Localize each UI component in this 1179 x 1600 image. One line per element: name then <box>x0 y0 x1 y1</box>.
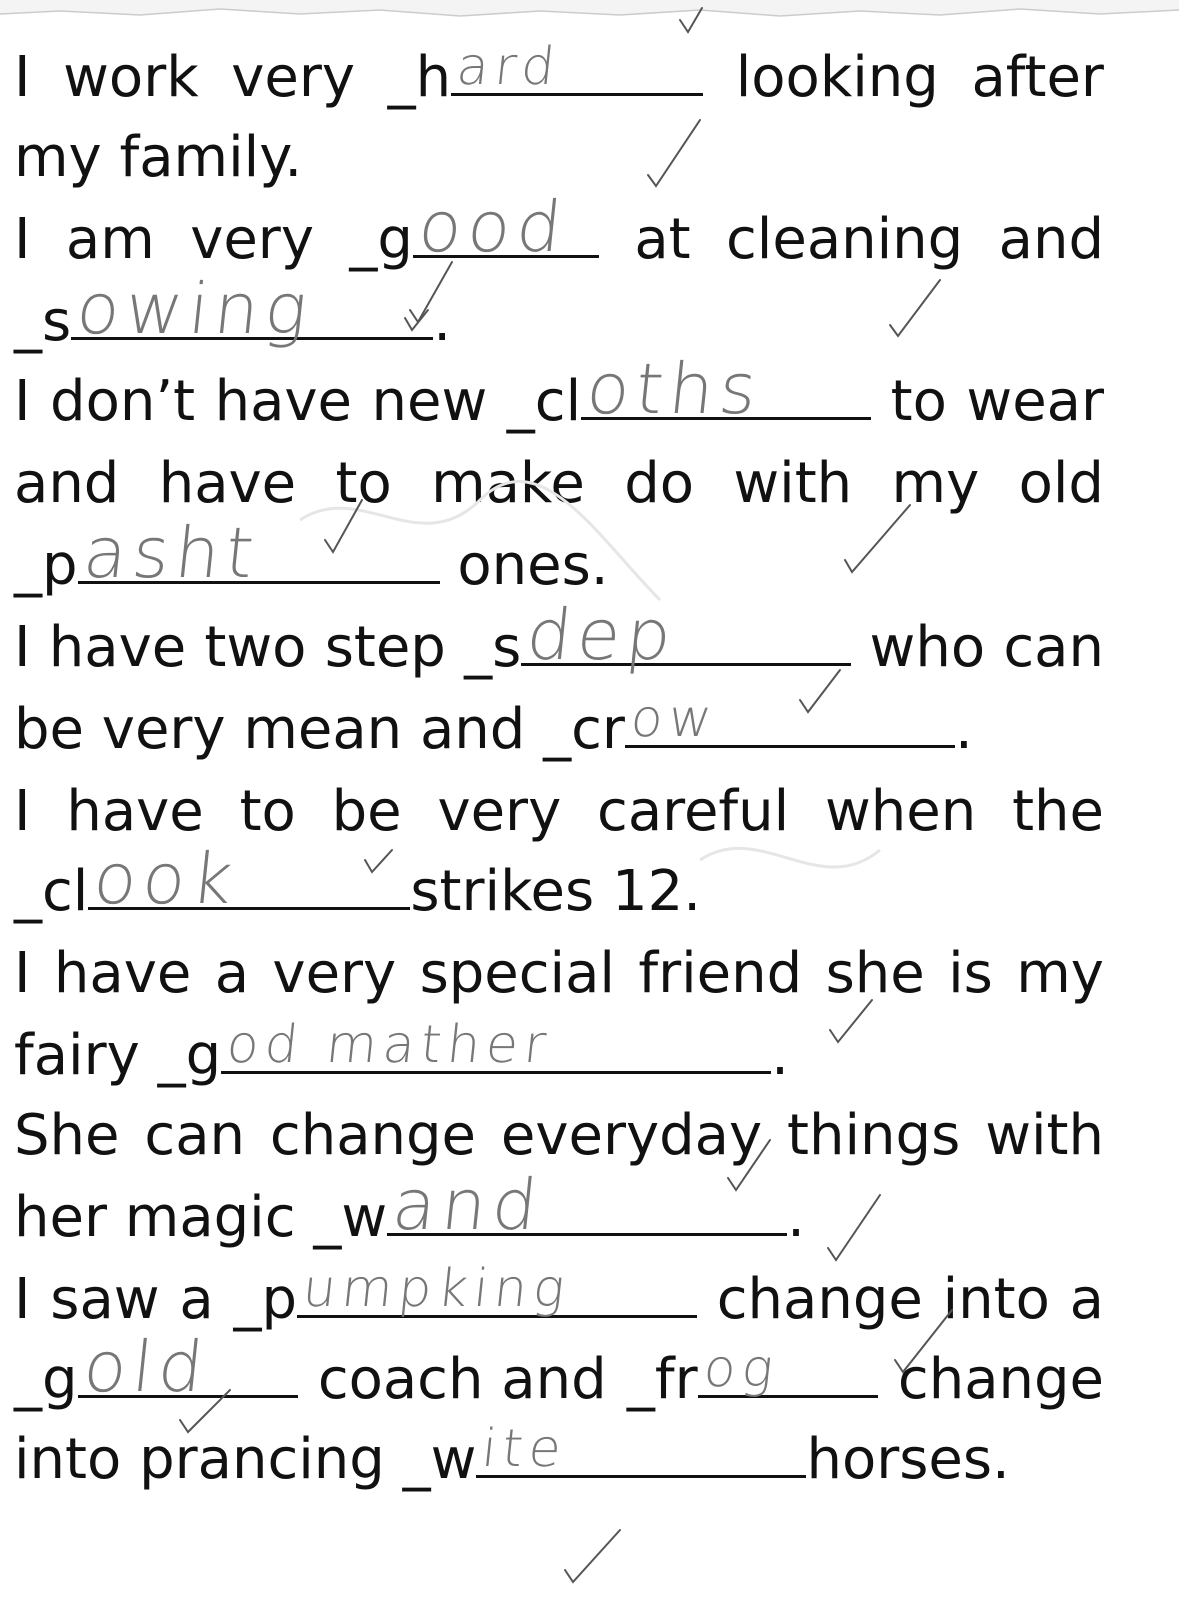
answer-blank[interactable] <box>297 1259 697 1319</box>
word: very <box>272 941 397 1006</box>
answer-blank[interactable] <box>581 348 871 430</box>
sentence-text: coach and <box>317 1347 607 1412</box>
tick-mark-icon <box>830 1000 872 1042</box>
word: after <box>971 45 1104 110</box>
sentence-line-7 <box>14 512 609 598</box>
blank-prefix-group <box>233 1259 697 1332</box>
word: change <box>716 1267 923 1332</box>
tick-mark-icon <box>828 1195 880 1260</box>
answer-blank[interactable] <box>521 594 851 676</box>
tick-mark-icon <box>648 120 700 186</box>
word: I <box>14 615 31 680</box>
word: my <box>1016 941 1104 1006</box>
punctuation: . <box>787 1185 805 1250</box>
sentence-line-1 <box>14 37 1104 110</box>
answer-blank[interactable] <box>71 268 433 350</box>
word: when <box>825 779 977 844</box>
answer-blank[interactable] <box>451 37 703 97</box>
sentence-line-3 <box>14 186 1104 272</box>
word: step <box>324 615 446 680</box>
handwritten-answer: ow <box>627 689 721 749</box>
word: have <box>66 779 204 844</box>
word: careful <box>597 779 790 844</box>
word: to <box>335 451 392 516</box>
sentence-line-6 <box>14 452 1104 516</box>
sentence-text: ones. <box>457 533 609 598</box>
word: She <box>14 1103 120 1168</box>
word: with <box>985 1103 1104 1168</box>
blank-prefix: _w <box>313 1185 388 1250</box>
word: looking <box>735 45 939 110</box>
sentence-text: strikes 12. <box>410 859 701 924</box>
word: things <box>787 1103 961 1168</box>
word: saw <box>50 1267 160 1332</box>
answer-blank[interactable] <box>387 1164 787 1246</box>
sentence-line-13 <box>14 1015 789 1088</box>
word: at <box>634 207 691 272</box>
handwritten-answer: and <box>388 1164 548 1246</box>
word: everyday <box>500 1103 763 1168</box>
word: I <box>14 369 31 434</box>
word: change <box>897 1347 1104 1412</box>
sentence-line-14 <box>14 1104 1104 1168</box>
word: can <box>144 1103 246 1168</box>
answer-blank[interactable] <box>88 838 410 920</box>
word: can <box>1003 615 1104 680</box>
blank-prefix: _w <box>402 1427 477 1492</box>
word: into <box>942 1267 1050 1332</box>
word: work <box>63 45 199 110</box>
blank-prefix: _g <box>14 1347 78 1412</box>
sentence-text: my family. <box>14 125 303 190</box>
blank-prefix: _s <box>464 615 522 680</box>
sentence-line-12 <box>14 942 1104 1006</box>
blank-prefix: _p <box>14 533 78 598</box>
word: my <box>891 451 980 516</box>
word: and <box>14 451 120 516</box>
answer-blank[interactable] <box>78 1326 298 1408</box>
blank-prefix-group <box>387 37 704 110</box>
sentence-line-10 <box>14 780 1104 844</box>
word: am <box>65 207 155 272</box>
word: is <box>948 941 993 1006</box>
word: two <box>204 615 307 680</box>
word: make <box>431 451 585 516</box>
word: cleaning <box>726 207 964 272</box>
word: old <box>1018 451 1104 516</box>
blank-prefix: _cl <box>506 369 582 434</box>
faint-scribble <box>700 848 880 867</box>
word: have <box>214 369 353 434</box>
word: I <box>14 779 31 844</box>
handwritten-answer: ood <box>414 186 572 268</box>
word: friend <box>638 941 803 1006</box>
sentence-line-15 <box>14 1164 805 1250</box>
sentence-line-8 <box>14 594 1104 680</box>
handwritten-answer: umpking <box>299 1259 574 1319</box>
blank-prefix: _cl <box>14 859 89 924</box>
word: very <box>190 207 314 272</box>
word: a <box>1069 1267 1104 1332</box>
word: special <box>419 941 615 1006</box>
word: fairy <box>14 1023 140 1088</box>
word: have <box>158 451 297 516</box>
blank-prefix-group <box>506 348 871 434</box>
handwritten-answer: dep <box>522 594 682 676</box>
word: the <box>1012 779 1104 844</box>
word: to <box>890 369 947 434</box>
sentence-line-4 <box>14 268 451 354</box>
sentence-line-16 <box>14 1259 1104 1332</box>
handwritten-answer: ite <box>479 1419 571 1479</box>
word: be <box>331 779 402 844</box>
word: wear <box>966 369 1104 434</box>
sentence-text: be very mean and <box>14 697 526 762</box>
punctuation: . <box>954 697 973 762</box>
word: I <box>14 45 31 110</box>
blank-prefix-group <box>464 594 851 680</box>
torn-paper-edge <box>0 0 1179 30</box>
handwritten-answer: asht <box>79 512 264 594</box>
sentence-line-11 <box>14 838 701 924</box>
word: and <box>998 207 1104 272</box>
word: change <box>269 1103 477 1168</box>
blank-prefix-group <box>14 1326 298 1412</box>
handwritten-answer: ook <box>90 838 243 920</box>
sentence-text: horses. <box>806 1427 1010 1492</box>
sentence-line-18 <box>14 1419 1010 1492</box>
handwritten-answer: od mather <box>223 1015 555 1075</box>
blank-prefix: _s <box>14 289 72 354</box>
word: have <box>48 615 187 680</box>
blank-prefix: _p <box>233 1267 297 1332</box>
word: she <box>825 941 925 1006</box>
blank-prefix: _g <box>349 207 413 272</box>
word: don’t <box>50 369 196 434</box>
handwritten-answer: og <box>700 1339 782 1399</box>
word: do <box>624 451 694 516</box>
sentence-line-2 <box>14 126 302 190</box>
punctuation: . <box>771 1023 789 1088</box>
word: I <box>14 941 31 1006</box>
tick-mark-icon <box>890 280 940 336</box>
tick-mark-icon <box>565 1530 620 1582</box>
answer-blank[interactable] <box>413 186 599 268</box>
blank-prefix: _h <box>387 45 452 110</box>
blank-prefix: _cr <box>543 697 625 762</box>
handwritten-answer: old <box>79 1326 213 1408</box>
answer-blank[interactable] <box>625 689 955 749</box>
sentence-line-9 <box>14 689 973 762</box>
blank-prefix: _g <box>157 1023 222 1088</box>
handwritten-answer: owing <box>72 268 318 350</box>
sentence-line-5 <box>14 348 1104 434</box>
word: I <box>14 1267 31 1332</box>
sentence-text: into prancing <box>14 1427 385 1492</box>
blank-prefix-group <box>626 1339 878 1412</box>
word: with <box>733 451 853 516</box>
word: have <box>53 941 192 1006</box>
word: new <box>371 369 488 434</box>
answer-blank[interactable] <box>698 1339 878 1399</box>
sentence-line-17 <box>14 1326 1104 1412</box>
word: very <box>231 45 356 110</box>
handwritten-answer: oths <box>582 348 767 430</box>
handwritten-answer: ard <box>453 37 564 97</box>
word: a <box>214 941 250 1006</box>
answer-blank[interactable] <box>476 1419 806 1479</box>
word: I <box>14 207 31 272</box>
blank-prefix-group <box>349 186 599 272</box>
word: who <box>869 615 986 680</box>
blank-prefix: _fr <box>626 1347 698 1412</box>
answer-blank[interactable] <box>78 512 440 594</box>
answer-blank[interactable] <box>221 1015 771 1075</box>
word: very <box>437 779 562 844</box>
word: a <box>179 1267 214 1332</box>
punctuation: . <box>433 289 451 354</box>
word: to <box>239 779 296 844</box>
sentence-text: her magic <box>14 1185 296 1250</box>
